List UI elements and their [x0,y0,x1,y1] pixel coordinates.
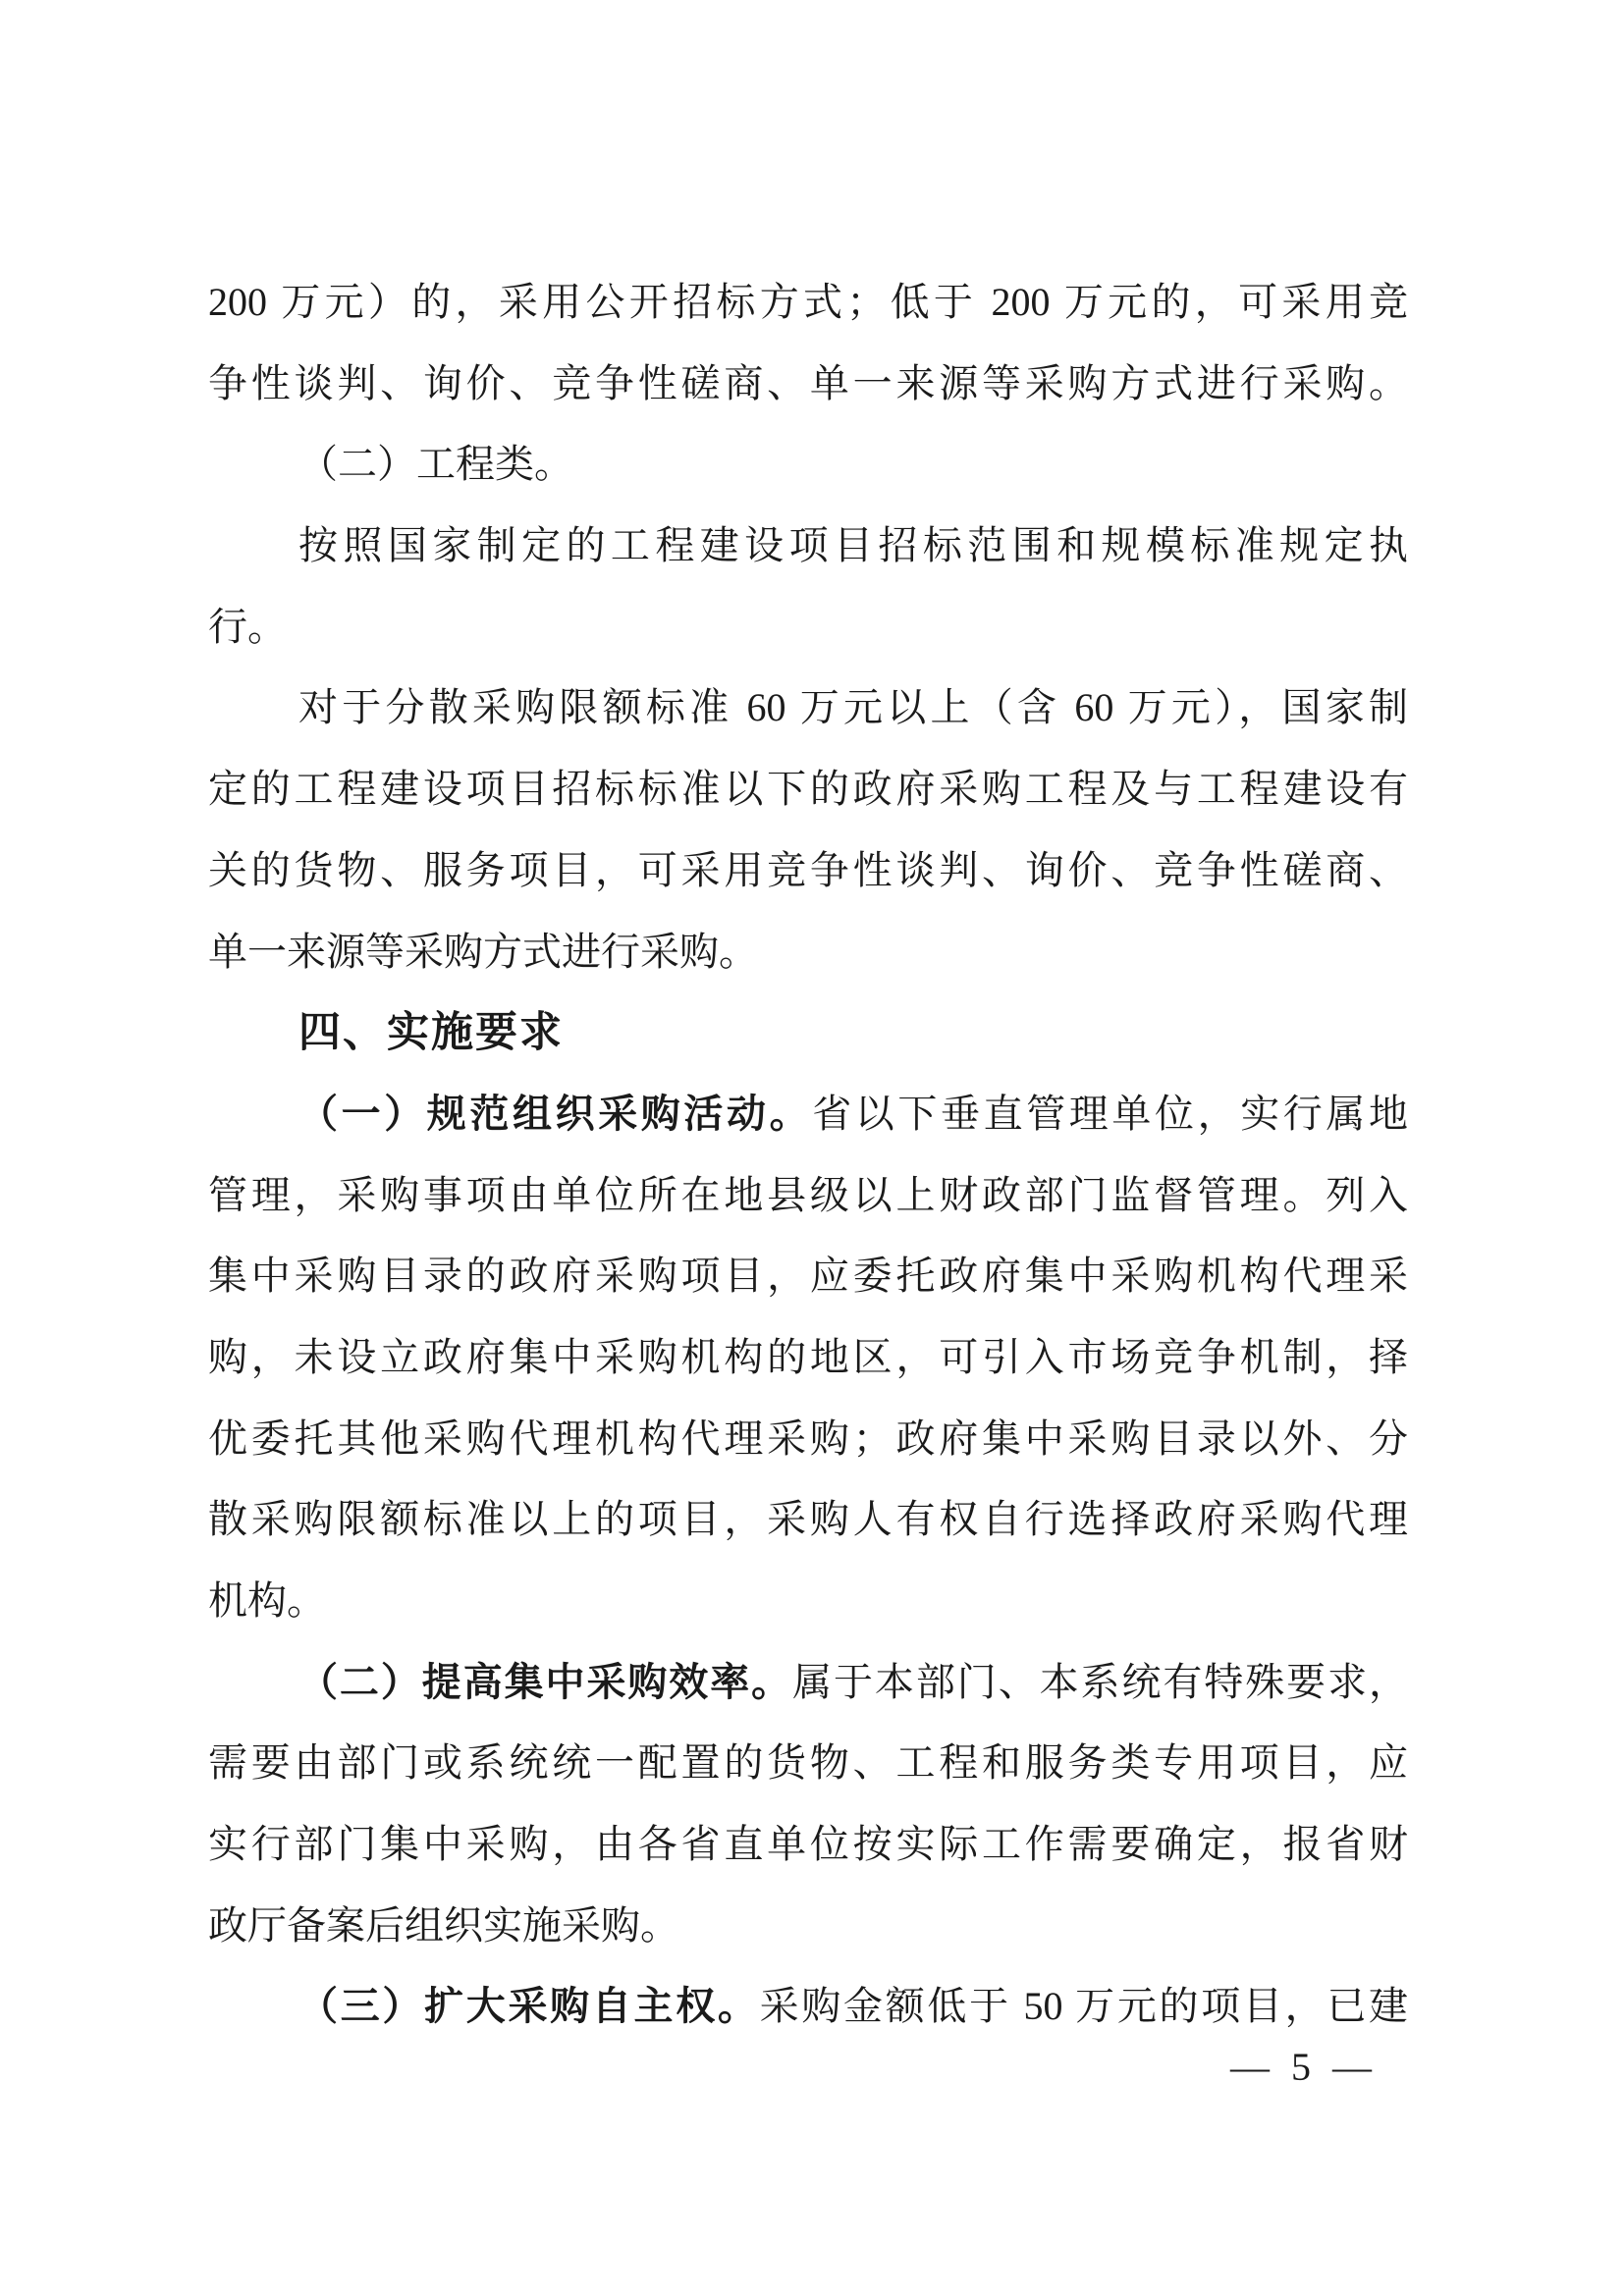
text-segment: 政厅备案后组织实施采购。 [208,1902,679,1948]
text-segment: 按照国家制定的工程建设项目招标范围和规模标准规定执 [298,523,1408,568]
text-line [208,1561,1408,1642]
document-body [208,262,1408,2048]
bold-lead-text: （一）规范组织采购活动。 [298,1091,813,1136]
text-segment: 优委托其他采购代理机构代理采购；政府集中采购目录以外、分 [208,1415,1408,1461]
text-segment: 200 万元）的，采用公开招标方式；低于 200 万元的，可采用竞 [208,280,1408,324]
text-line [208,1642,1408,1724]
section-heading [208,992,1408,1074]
text-line [208,1804,1408,1886]
text-segment: 购，未设立政府集中采购机构的地区，可引入市场竞争机制，择 [208,1334,1408,1379]
bold-lead-text: 四、实施要求 [298,1009,564,1057]
text-segment: 属于本部门、本系统有特殊要求， [792,1659,1408,1704]
text-line [208,1886,1408,1967]
text-segment: 采购金额低于 50 万元的项目，已建 [759,1984,1408,2029]
text-line [208,1479,1408,1561]
bold-lead-text: （二）提高集中采购效率。 [298,1659,793,1704]
text-line [208,830,1408,912]
text-segment: 省以下垂直管理单位，实行属地 [812,1091,1408,1136]
text-line [208,1236,1408,1317]
bold-lead-text: （三）扩大采购自主权。 [298,1984,760,2029]
text-line [208,667,1408,749]
text-line [208,587,1408,668]
text-line [208,424,1408,506]
text-line [208,1399,1408,1480]
text-line [208,749,1408,830]
text-line [208,344,1408,425]
text-segment: 管理，采购事项由单位所在地县级以上财政部门监督管理。列入 [208,1172,1408,1217]
text-line [208,1966,1408,2048]
text-line [208,1317,1408,1399]
page-number: — 5 — [1230,2045,1372,2089]
text-segment: 实行部门集中采购，由各省直单位按实际工作需要确定，报省财 [208,1822,1408,1867]
text-segment: 需要由部门或系统统一配置的货物、工程和服务类专用项目，应 [208,1740,1408,1786]
text-segment: 定的工程建设项目招标标准以下的政府采购工程及与工程建设有 [208,767,1408,812]
text-line [208,1074,1408,1155]
text-line [208,912,1408,993]
text-segment: 机构。 [208,1578,326,1623]
text-segment: 集中采购目录的政府采购项目，应委托政府集中采购机构代理采 [208,1254,1408,1299]
text-line [208,1155,1408,1237]
text-segment: （二）工程类。 [298,442,573,487]
text-segment: 对于分散采购限额标准 60 万元以上（含 60 万元），国家制 [298,685,1408,730]
text-line [208,1723,1408,1804]
text-segment: 关的货物、服务项目，可采用竞争性谈判、询价、竞争性磋商、 [208,847,1408,892]
text-segment: 散采购限额标准以上的项目，采购人有权自行选择政府采购代理 [208,1497,1408,1542]
text-segment: 争性谈判、询价、竞争性磋商、单一来源等采购方式进行采购。 [208,360,1408,405]
text-segment: 行。 [208,604,287,649]
text-segment: 单一来源等采购方式进行采购。 [208,929,758,974]
text-line [208,506,1408,587]
text-line [208,262,1408,344]
